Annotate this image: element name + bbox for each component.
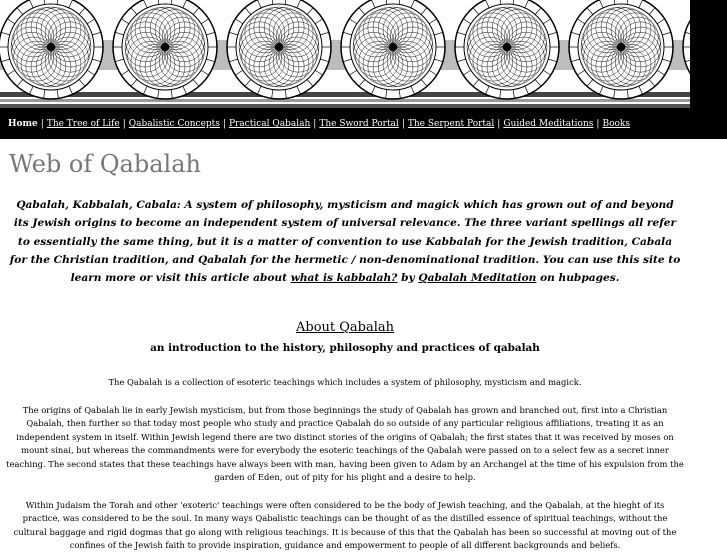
about-paragraph-3: Within Judaism the Torah and other 'exoteric' teachings were often considered to be the body of Jewish teaching, and the Qabalah, at the hieght of its practice, was considered to be the soul. In many ways Qabalistic teachings can be thought of as the distilled essence of spiritual teachings, without the cultural baggage and rigid dogmas that go along with religious teachings. It is because of this that the Qabalah has been so successful at moving out of the confines of the Jewish faith to provide inspiration, guidance and empowerment to people of all different backgrounds and beliefs.	[13, 500, 677, 551]
nav-guided-meditations[interactable]: Guided Meditations	[503, 119, 594, 129]
intro-end: on hubpages.	[540, 272, 620, 285]
intro-paragraph	[8, 196, 682, 287]
nav-sword-portal[interactable]: The Sword Portal	[319, 119, 399, 129]
about-paragraph-2: The origins of Qabalah lie in early Jewish mysticism, but from those beginnings the study of Qabalah has grown and branched out, first into a Christian Qabalah, then further so that today most people who study and practice Qabalah do so outside of any particular religious affiliations, treating it as an independent system in itself. Within Jewish legend there are two distinct stories of the origins of Qabalah; the first states that it was received by moses on mount sinai, but whereas the commandments were for everybody the esoteric teachings of the Qabalah were passed on to a select few as a secret inner teaching. The second states that these teachings have always been with man, having been given to Adam by an Archangel at the time of his expulsion from the garden of Eden, out of pity for his plight and a desire to help.	[6, 405, 684, 483]
about-paragraph-1: The Qabalah is a collection of esoteric teachings which includes a system of philosophy, mysticism and magick.	[108, 377, 582, 387]
nav-practical-qabalah[interactable]: Practical Qabalah	[228, 119, 311, 129]
nav-home[interactable]: Home	[8, 119, 38, 129]
about-heading: About Qabalah	[295, 320, 395, 335]
nav-qabalistic-concepts[interactable]: Qabalistic Concepts	[128, 119, 220, 129]
nav-tree-of-life[interactable]: The Tree of Life	[46, 119, 120, 129]
intro-by: by	[401, 272, 415, 285]
what-is-kabbalah-link[interactable]: what is kabbalah?	[290, 272, 398, 285]
main-nav: Home | The Tree of Life | Qabalistic Concepts | Practical Qabalah | The Sword Portal | The Serpent Portal | Guided Meditations | Books	[0, 108, 727, 139]
header-banner	[0, 0, 690, 108]
nav-serpent-portal[interactable]: The Serpent Portal	[407, 119, 495, 129]
banner-pattern	[0, 0, 690, 108]
about-subheading: an introduction to the history, philosophy and practices of qabalah	[150, 342, 540, 354]
nav-books[interactable]: Books	[602, 119, 630, 129]
intro-text: Qabalah, Kabbalah, Cabala: A system of philosophy, mysticism and magick which has grown out of and beyond its Jewish origins to become an independent system of universal relevance. The three variant spellings all refer to essentially the same thing, but it is a matter of convention to use Kabbalah for the Jewish tradition, Cabala for the Christian tradition, and Qabalah for the hermetic / non-denominational tradition. You can use this site to learn more or visit this article about	[9, 199, 681, 285]
page-title: Web of Qabalah	[9, 150, 201, 178]
qabalah-meditation-link[interactable]: Qabalah Meditation	[418, 272, 537, 285]
